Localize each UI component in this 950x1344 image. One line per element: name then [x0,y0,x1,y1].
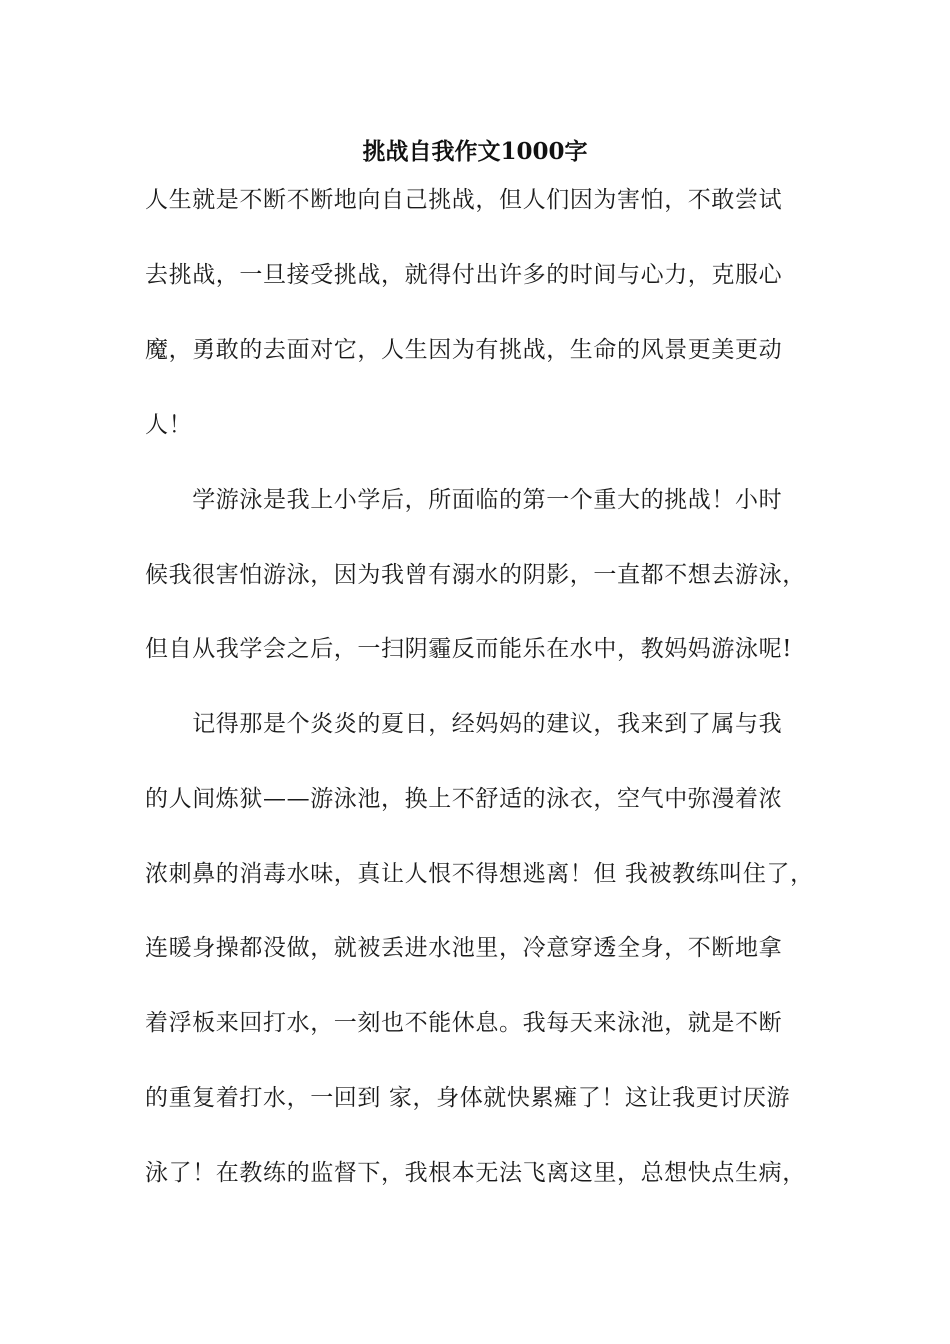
text-line: 去挑战，一旦接受挑战，就得付出许多的时间与心力，克服心 [145,262,783,288]
text-line: 候我很害怕游泳，因为我曾有溺水的阴影，一直都不想去游泳， [145,562,806,588]
text-line: 泳了！在教练的监督下，我根本无法飞离这里，总想快点生病， [145,1160,806,1186]
document-title: 挑战自我作文1000字 [362,138,588,165]
text-line: 着浮板来回打水，一刻也不能休息。我每天来泳池，就是不断 [145,1010,783,1036]
text-line: 魔，勇敢的去面对它，人生因为有挑战，生命的风景更美更动 [145,337,783,363]
text-line: 但自从我学会之后，一扫阴霾反而能乐在水中，教妈妈游泳呢! [145,636,793,662]
text-line: 记得那是个炎炎的夏日，经妈妈的建议，我来到了属与我 [145,711,783,737]
text-line: 学游泳是我上小学后，所面临的第一个重大的挑战！小时 [145,487,783,513]
text-line: 人生就是不断不断地向自己挑战，但人们因为害怕，不敢尝试 [145,187,783,213]
text-line: 连暖身操都没做，就被丢进水池里，冷意穿透全身，不断地拿 [145,935,783,961]
text-line: 人！ [145,412,193,438]
text-line: 浓刺鼻的消毒水味，真让人恨不得想逃离！但 我被教练叫住了， [145,861,814,887]
text-line: 的重复着打水，一回到 家，身体就快累瘫了！这让我更讨厌游 [145,1085,791,1111]
text-line: 的人间炼狱——游泳池，换上不舒适的泳衣，空气中弥漫着浓 [145,786,783,812]
